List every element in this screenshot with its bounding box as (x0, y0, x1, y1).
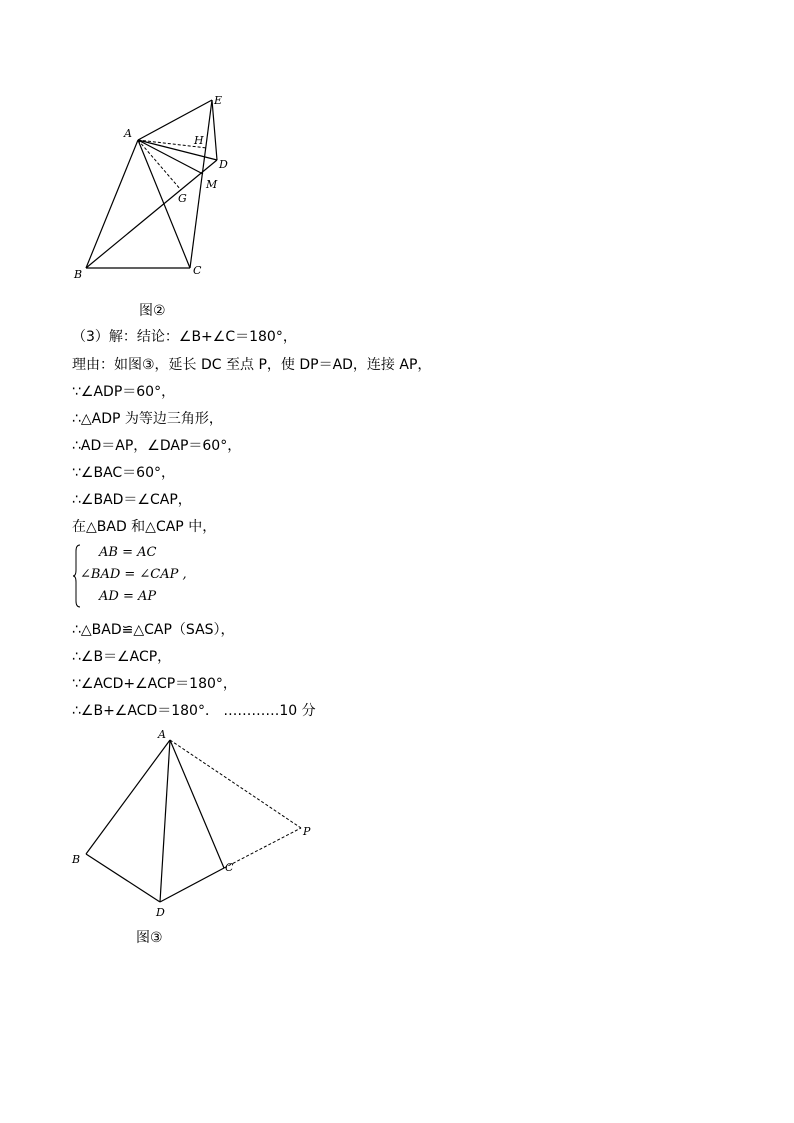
solution-line-10: ∴∠B＝∠ACP， (72, 649, 172, 665)
segment-AB (86, 140, 138, 268)
solution-line-8: 在△BAD 和△CAP 中， (72, 519, 217, 535)
solution-line-1: （3）解：结论：∠B+∠C＝180°， (72, 329, 297, 345)
label-D: D (156, 906, 165, 919)
label-P: P (303, 825, 311, 838)
label-B: B (72, 853, 81, 866)
segment-DC (160, 868, 224, 902)
solution-line-5: ∴AD＝AP，∠DAP＝60°， (72, 438, 242, 454)
label-B: B (74, 268, 83, 281)
label-C: C (225, 861, 234, 874)
solution-line-9: ∴△BAD≌△CAP（SAS）， (72, 622, 235, 638)
figure-2-diagram (60, 88, 260, 288)
segment-AC (170, 740, 224, 868)
figure-2-caption: 图② (139, 303, 166, 319)
label-E: E (214, 94, 223, 107)
label-C: C (193, 264, 202, 277)
equation-row-2: ∠BAD = ∠CAP , (80, 567, 187, 582)
equation-row-3: AD = AP (99, 589, 157, 604)
solution-line-2: 理由：如图③，延长 DC 至点 P，使 DP＝AD，连接 AP， (72, 357, 432, 373)
label-D: D (219, 158, 228, 171)
solution-line-4: ∴△ADP 为等边三角形， (72, 411, 223, 427)
solution-line-3: ∵∠ADP＝60°， (72, 384, 176, 400)
solution-line-7: ∴∠BAD＝∠CAP， (72, 492, 192, 508)
solution-line-12: ∴∠B+∠ACD＝180°． …………10 分 (72, 703, 316, 719)
label-A: A (158, 728, 166, 741)
solution-line-11: ∵∠ACD+∠ACP＝180°， (72, 676, 237, 692)
label-A: A (124, 127, 132, 140)
segment-CP-dashed (224, 828, 301, 868)
segment-AG-dashed (138, 140, 181, 190)
segment-AD (160, 740, 170, 902)
figure-3-diagram (60, 722, 330, 922)
segment-AP-dashed (170, 740, 301, 828)
equation-system (72, 543, 212, 609)
label-G: G (178, 192, 187, 205)
figure-2 (60, 88, 260, 288)
equation-row-1: AB = AC (99, 545, 157, 560)
segment-AB (86, 740, 170, 854)
label-H: H (194, 134, 204, 147)
figure-3-caption: 图③ (136, 930, 163, 946)
figure-3 (60, 722, 330, 922)
label-M: M (206, 178, 218, 191)
segment-ED (212, 100, 217, 160)
solution-line-6: ∵∠BAC＝60°， (72, 465, 175, 481)
segment-BD (86, 854, 160, 902)
